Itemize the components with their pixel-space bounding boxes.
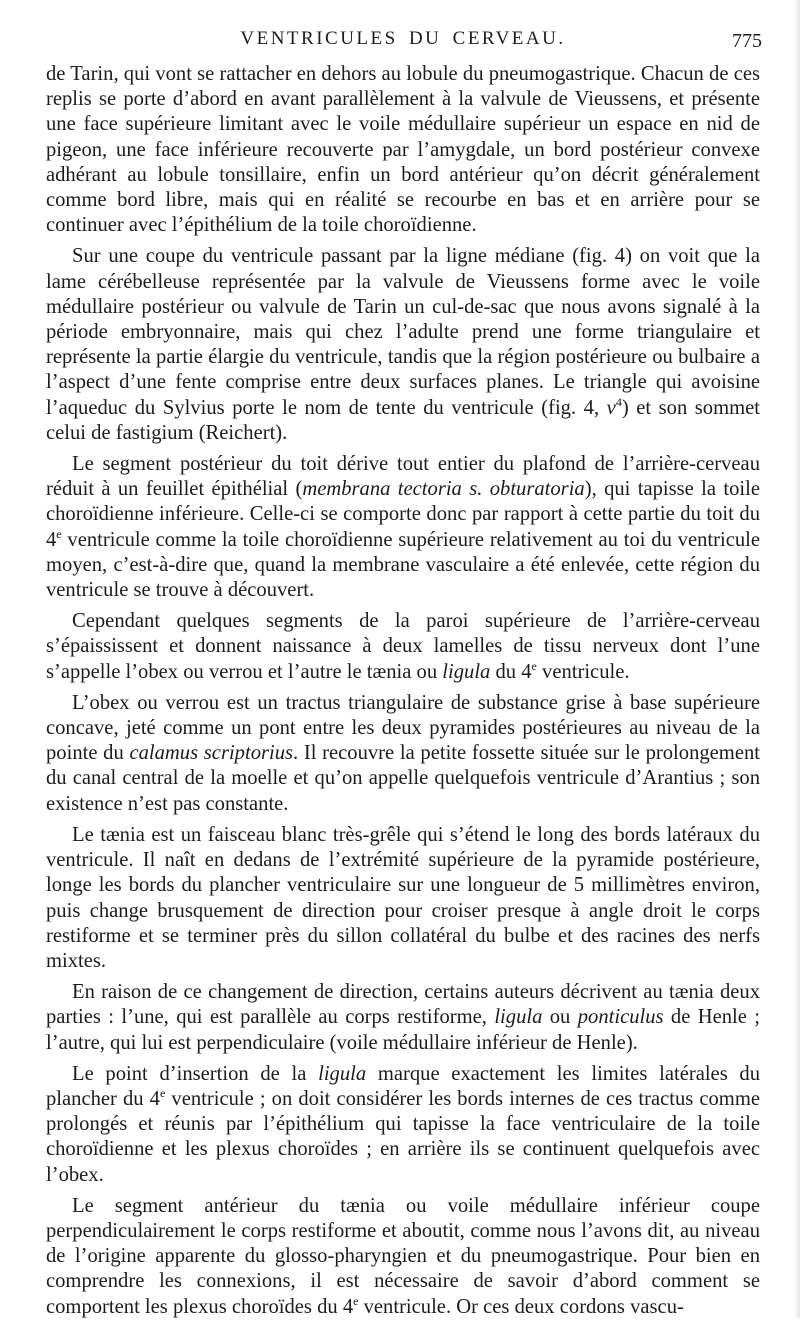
italic-term: calamus scriptorius — [129, 742, 294, 765]
superscript: 4 — [615, 394, 622, 409]
superscript: e — [159, 1086, 166, 1101]
text-run: ventricule. Or ces deux cordons vascu- — [358, 1295, 684, 1318]
text-run: Le tænia est un faisceau blanc très-grêle qui s’étend le long des bords latéraux du ventricule. Il naît en dedans de l’extrémité supérieure de la pyramide postérieure, longe les bords du plancher ventriculaire sur une longueur de 5 millimètres environ, puis change brusquement de direction pour croiser presque à angle droit le corps restiforme et se terminer près du sillon collatéral du bulbe et des racines des nerfs mixtes. — [46, 823, 760, 972]
text-run: Le point d’insertion de la — [72, 1062, 319, 1085]
paragraph — [46, 609, 760, 685]
paragraph — [46, 62, 760, 238]
paragraph — [46, 691, 760, 817]
text-run: ventricule. — [536, 660, 630, 683]
superscript: e — [531, 658, 537, 673]
text-run: . Il recouvre la petite fossette située sur le prolongement du canal central de la moelle et qu’on appelle quelquefois ventricule d’Arantius ; son existence n’est pas constante. — [46, 742, 760, 815]
text-run: ventricule ; on doit considérer les bords internes de ces tractus comme prolongés et réunis par l’épithélium qui tapisse la face ventriculaire de la toile choroïdienne et les plexus choroïdes ; en arrière ils se continuent quelquefois avec l’obex. — [46, 1087, 760, 1186]
text-run: ) et son sommet celui de fastigium (Reichert). — [46, 396, 760, 444]
paragraph — [46, 452, 760, 603]
text-run: ventricule comme la toile choroïdienne supérieure relativement au toi du ventricule moyen, c’est-à-dire que, quand la membrane vasculaire a été enlevée, cette région du ventricule se trouve à découvert. — [46, 528, 760, 602]
text-run: ou — [542, 1006, 578, 1029]
text-run: ), qui tapisse la toile choroïdienne inférieure. Celle-ci se comporte donc par rapport à cette partie du toit du 4 — [46, 478, 760, 551]
text-run: Sur une coupe du ventricule passant par la ligne médiane (fig. 4) on voit que la lame cérébelleuse représentée par la valvule de Vieussens forme avec le voile médullaire postérieur ou valvule de Tarin un cul-de-sac que nous avons signalé à la période embryonnaire, mais qui chez l’adulte prend une forme triangulaire et représente la partie élargie du ventricule, tandis que la région postérieure ou bulbaire a l’aspect d’une fente comprise entre deux surfaces planes. Le triangle qui avoisine l’aqueduc du Sylvius porte le nom de tente du ventricule (fig. 4, — [46, 245, 760, 419]
text-run: de Henle ; l’autre, qui lui est perpendiculaire (voile médullaire inférieur de Henle). — [46, 1006, 760, 1054]
paragraph — [46, 244, 760, 446]
paragraph — [46, 1062, 760, 1188]
paragraph — [46, 823, 760, 974]
running-head — [46, 22, 760, 62]
text-run: de Tarin, qui vont se rattacher en dehors au lobule du pneumogastrique. Chacun de ces replis se porte d’abord en avant parallèlement à la valvule de Vieussens, et présente une face supérieure limitant avec le voile médullaire supérieur un espace en nid de pigeon, une face inférieure recouverte par l’amygdale, un bord postérieur convexe adhérant au lobule tonsillaire, enfin un bord antérieur qu’on décrit généralement comme bord libre, mais qui en réalité se recourbe en bas et en arrière pour se continuer avec l’épithélium de la toile choroïdienne. — [46, 63, 760, 237]
paragraph — [46, 980, 760, 1056]
superscript: e — [353, 1293, 359, 1308]
body-text — [46, 62, 760, 1320]
page-edge-shadow — [794, 0, 800, 1318]
text-run: Le segment postérieur du toit dérive tout entier du plafond de l’arrière-cerveau réduit à un feuillet épithélial ( — [46, 453, 760, 501]
italic-term: ponticulus — [577, 1006, 664, 1029]
text-run: L’obex ou verrou est un tractus triangulaire de substance grise à base supérieure concave, jeté comme un pont entre les deux pyramides postérieures au niveau de la pointe du — [46, 691, 760, 765]
superscript: e — [56, 526, 62, 541]
text-run: Le segment antérieur du tænia ou voile médullaire inférieur coupe perpendiculairement le corps restiforme et aboutit, comme nous l’avons dit, au niveau de l’origine apparente du glosso-pharyngien et du pneumogastrique. Pour bien en comprendre les connexions, il est nécessaire de savoir d’abord comment se comportent les plexus choroïdes du 4 — [46, 1194, 760, 1318]
text-run: marque exactement les limites latérales du plancher du 4 — [46, 1062, 760, 1110]
italic-term: ligula — [494, 1006, 543, 1029]
page-number: 775 — [732, 30, 762, 52]
italic-term: v — [606, 396, 616, 419]
text-run: Cependant quelques segments de la paroi supérieure de l’arrière-cerveau s’épaississent et donnent naissance à deux lamelles de tissu nerveux dont l’une s’appelle l’obex ou verrou et l’autre le tænia ou — [46, 610, 760, 683]
text-run: du 4 — [490, 660, 532, 683]
running-title: VENTRICULES DU CERVEAU. — [240, 28, 566, 49]
italic-term: ligula — [318, 1062, 367, 1085]
paragraph — [46, 1194, 760, 1320]
italic-term: membrana tectoria s. obturatoria — [302, 478, 585, 501]
text-run: En raison de ce changement de direction, certains auteurs décrivent au tænia deux parties : l’une, qui est parallèle au corps restiforme, — [46, 981, 760, 1029]
italic-term: ligula — [442, 660, 491, 683]
